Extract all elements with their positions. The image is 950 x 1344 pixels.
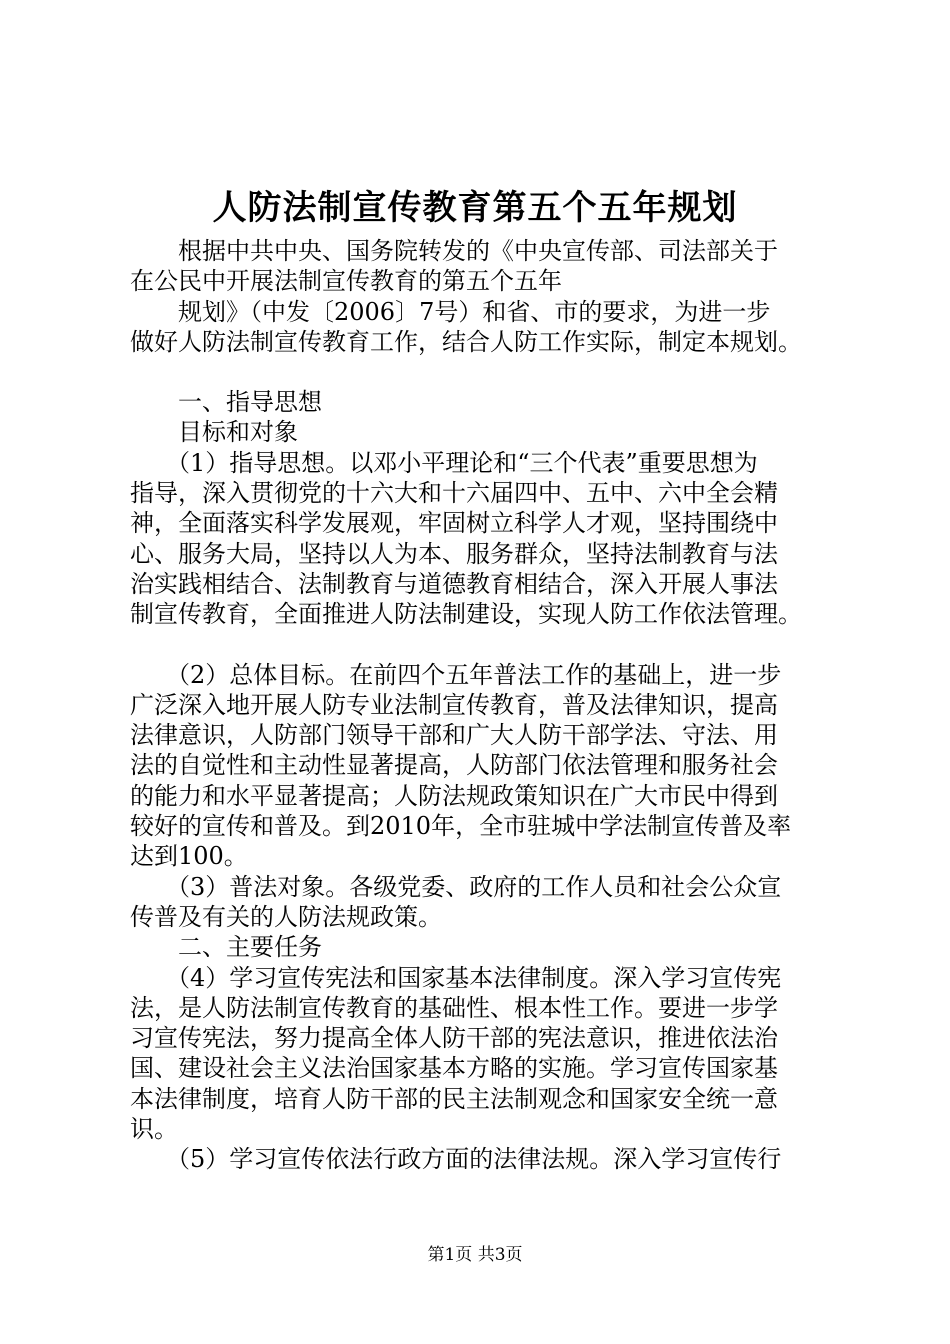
body-line: 识。 — [130, 1115, 178, 1144]
body-line: （4）学习宣传宪法和国家基本法律制度。深入学习宣传宪 — [130, 963, 782, 992]
body-line: 治实践相结合、法制教育与道德教育相结合，深入开展人事法 — [130, 569, 778, 598]
body-line: 广泛深入地开展人防专业法制宣传教育，普及法律知识，提高 — [130, 690, 778, 719]
body-line: 在公民中开展法制宣传教育的第五个五年 — [130, 267, 562, 296]
body-line: 达到100。 — [130, 842, 248, 871]
body-line: 本法律制度，培育人防干部的民主法制观念和国家安全统一意 — [130, 1084, 778, 1113]
body-line: （1）指导思想。以邓小平理论和“三个代表”重要思想为 — [130, 448, 758, 477]
section-heading: 二、主要任务 — [130, 933, 322, 962]
body-line: （2）总体目标。在前四个五年普法工作的基础上，进一步 — [130, 660, 782, 689]
document-title: 人防法制宣传教育第五个五年规划 — [212, 188, 738, 228]
body-line: 指导，深入贯彻党的十六大和十六届四中、五中、六中全会精 — [130, 479, 778, 508]
body-line: 规划》（中发〔2006〕7号）和省、市的要求，为进一步 — [130, 297, 771, 326]
body-line: 神，全面落实科学发展观，牢固树立科学人才观，坚持围绕中 — [130, 509, 778, 538]
body-line: 法，是人防法制宣传教育的基础性、根本性工作。要进一步学 — [130, 993, 778, 1022]
body-line: （5）学习宣传依法行政方面的法律法规。深入学习宣传行 — [130, 1145, 782, 1174]
paragraph-gap — [130, 357, 850, 387]
body-line: 心、服务大局，坚持以人为本、服务群众，坚持法制教育与法 — [130, 539, 778, 568]
body-line: 目标和对象 — [130, 418, 298, 447]
body-line: （3）普法对象。各级党委、政府的工作人员和社会公众宣 — [130, 872, 782, 901]
body-line: 制宣传教育，全面推进人防法制建设，实现人防工作依法管理。 — [130, 600, 802, 629]
body-line: 国、建设社会主义法治国家基本方略的实施。学习宣传国家基 — [130, 1054, 778, 1083]
body-line: 根据中共中央、国务院转发的《中央宣传部、司法部关于 — [130, 237, 778, 265]
body-line: 习宣传宪法，努力提高全体人防干部的宪法意识，推进依法治 — [130, 1024, 778, 1053]
body-line: 法律意识，人防部门领导干部和广大人防干部学法、守法、用 — [130, 721, 778, 750]
body-line: 较好的宣传和普及。到2010年，全市驻城中学法制宣传普及率 — [130, 812, 792, 841]
document-body — [130, 236, 850, 1175]
section-heading: 一、指导思想 — [130, 388, 322, 417]
paragraph-gap — [130, 630, 850, 660]
body-line: 的能力和水平显著提高；人防法规政策知识在广大市民中得到 — [130, 781, 778, 810]
page-footer: 第1页 共3页 — [427, 1245, 523, 1265]
body-line: 传普及有关的人防法规政策。 — [130, 902, 442, 931]
body-line: 做好人防法制宣传教育工作，结合人防工作实际，制定本规划。 — [130, 327, 802, 356]
body-line: 法的自觉性和主动性显著提高，人防部门依法管理和服务社会 — [130, 751, 778, 780]
